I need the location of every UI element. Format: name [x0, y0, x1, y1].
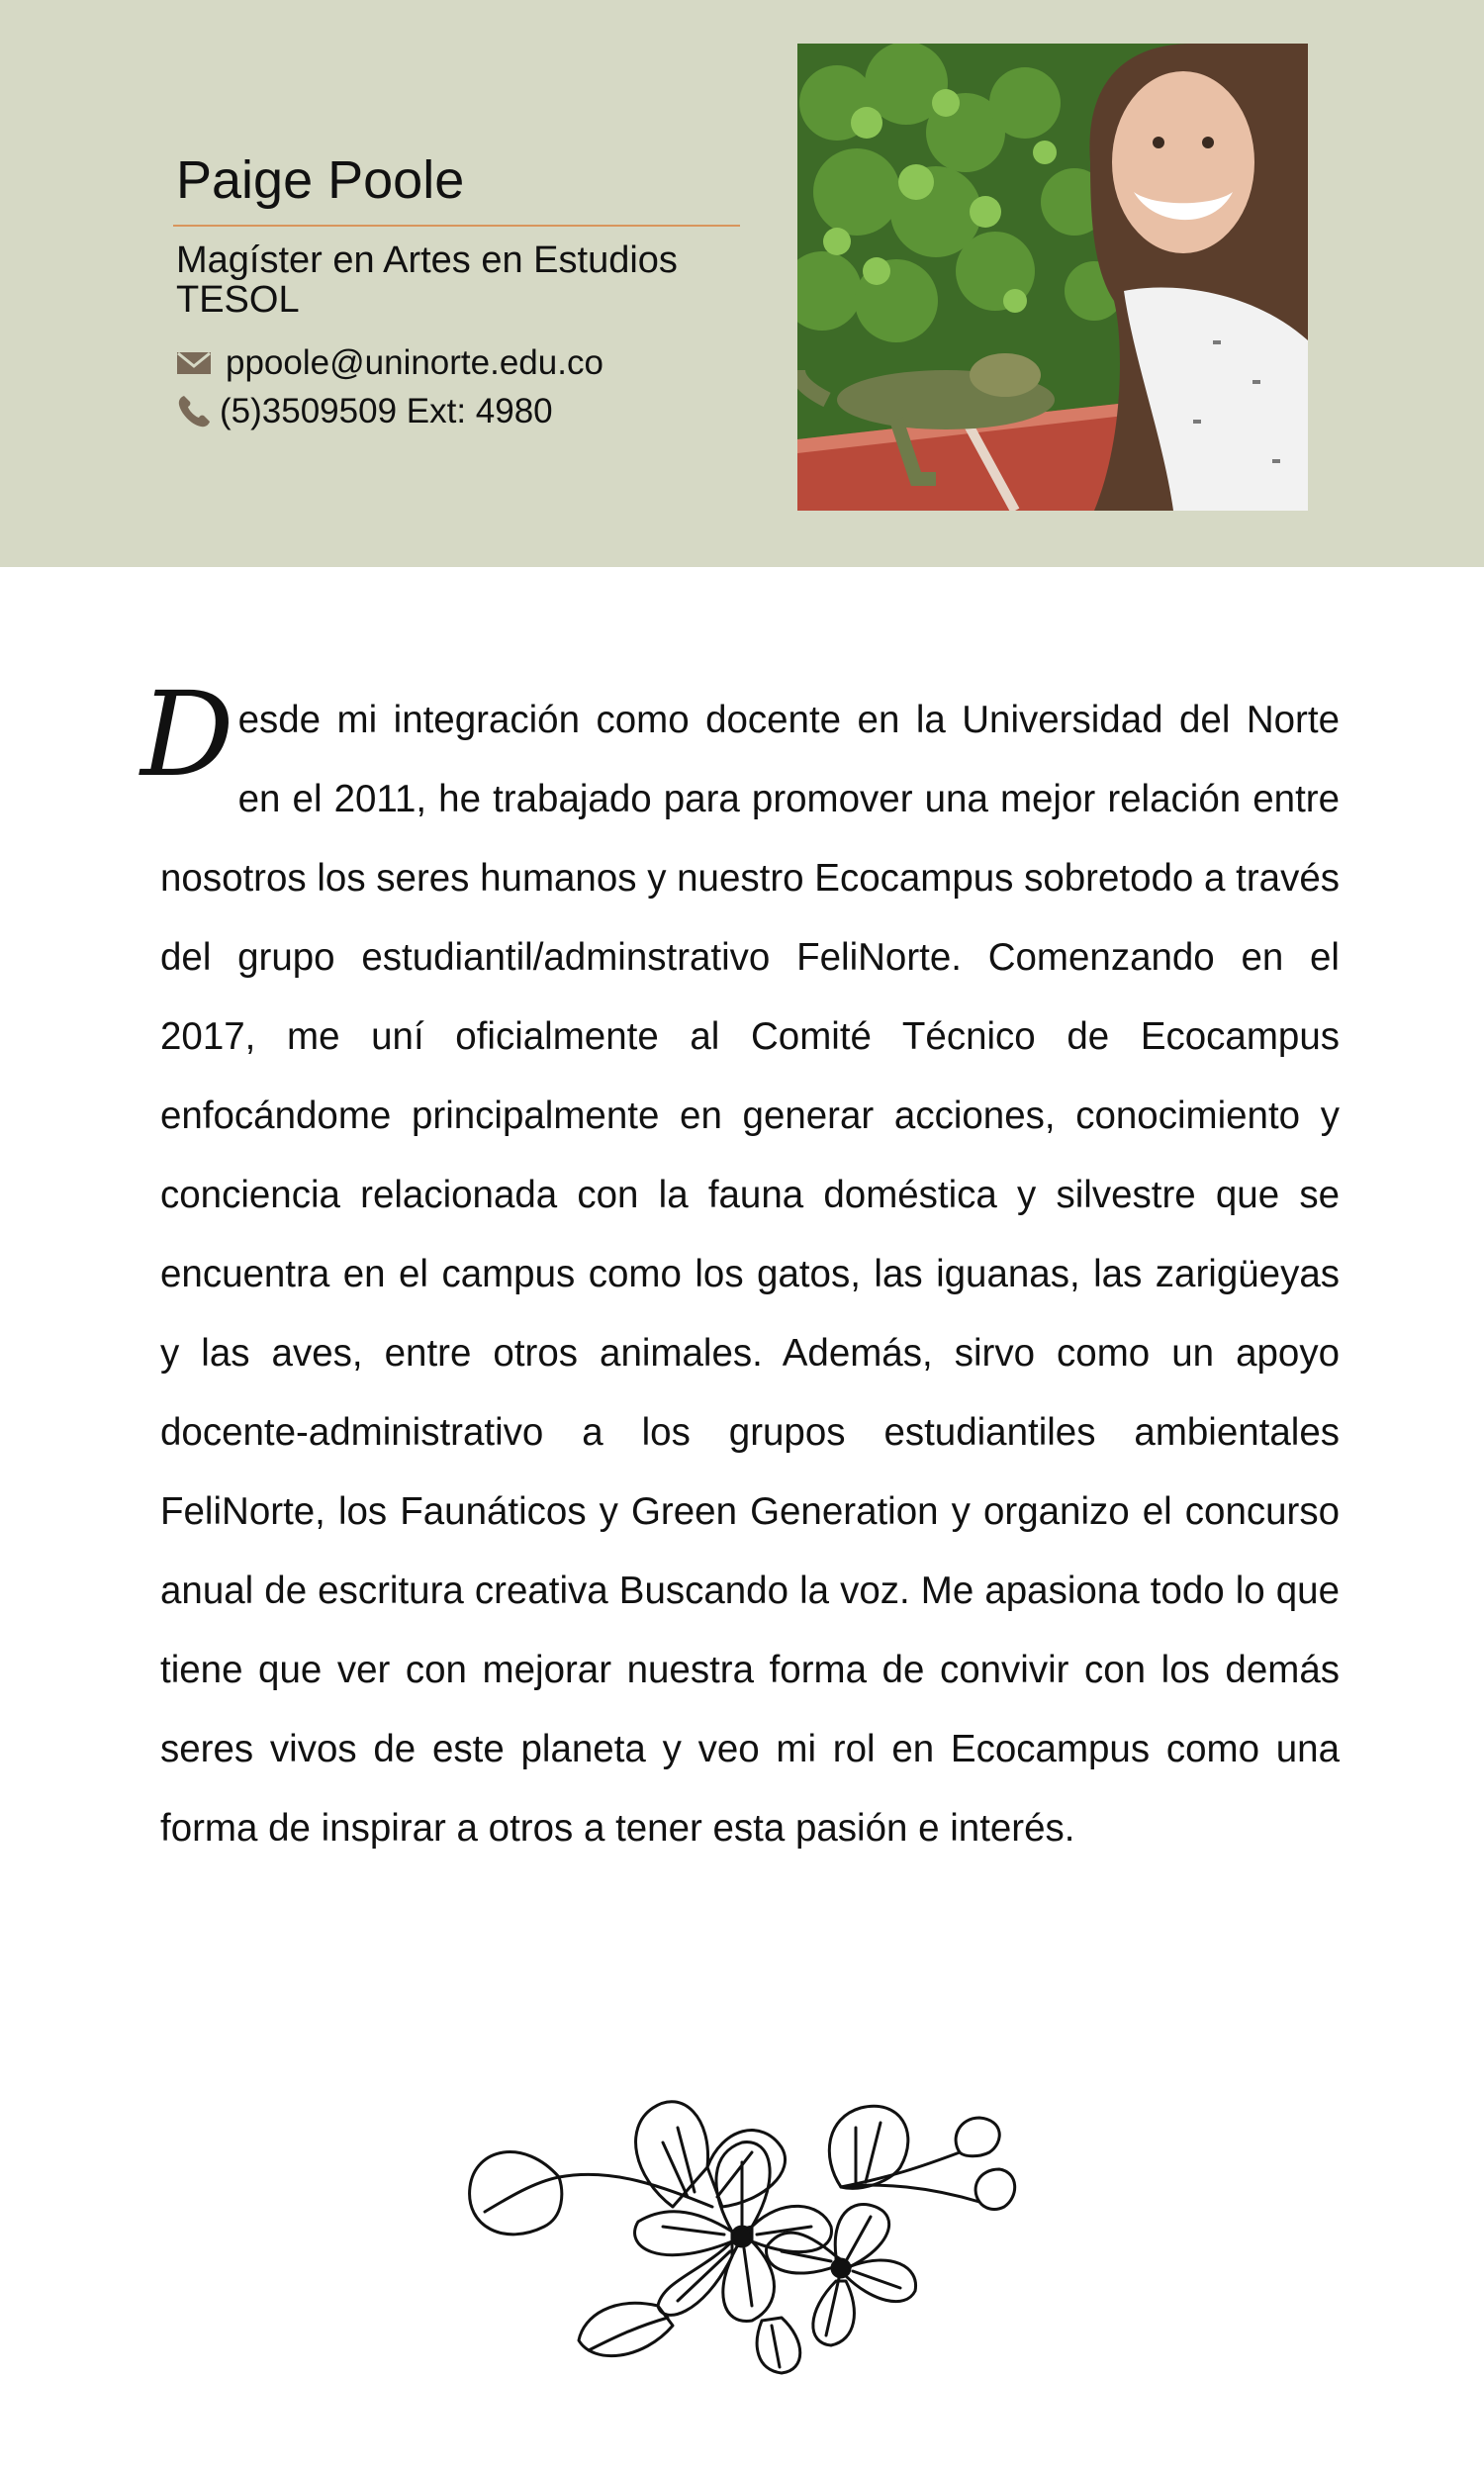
drop-cap-letter: D [140, 666, 234, 803]
phone-contact [176, 391, 553, 432]
person-name: Paige Poole [176, 150, 465, 210]
email-contact [176, 342, 603, 384]
phone-icon [176, 394, 212, 429]
name-divider [173, 225, 740, 227]
envelope-icon [176, 345, 212, 381]
biography-text: esde mi integración como docente en la Universidad del Norte en el 2011, he trabajado para promover una mejor relación entre nosotros los seres humanos y nuestro Ecocampus sobretodo a través del grupo estudiantil/adminstrativo FeliNorte. Comenzando en el 2017, me uní oficialmente al Comité Técnico de Ecocampus enfocándome principalmente en generar acciones, conocimiento y conciencia relacionada con la fauna doméstica y silvestre que se encuentra en el campus como los gatos, las iguanas, las zarigüeyas y las aves, entre otros animales. Además, sirvo como un apoyo docente-administrativo a los grupos estudiantiles ambientales FeliNorte, los Faunáticos y Green Generation y organizo el concurso anual de escritura creativa Buscando la voz. Me apasiona todo lo que tiene que ver con mejorar nuestra forma de convivir con los demás seres vivos de este planeta y veo mi rol en Ecocampus como una forma de inspirar a otros a tener esta pasión e interés. [160, 699, 1340, 1850]
profile-photo [797, 44, 1308, 511]
phone-number: (5)3509509 Ext: 4980 [220, 392, 553, 430]
degree-title: Magíster en Artes en Estudios TESOL [176, 239, 678, 321]
profile-header [0, 0, 1484, 567]
flower-illustration-icon [465, 2058, 1019, 2375]
biography-paragraph [140, 666, 1340, 1868]
email-link[interactable]: ppoole@uninorte.edu.co [226, 343, 603, 382]
